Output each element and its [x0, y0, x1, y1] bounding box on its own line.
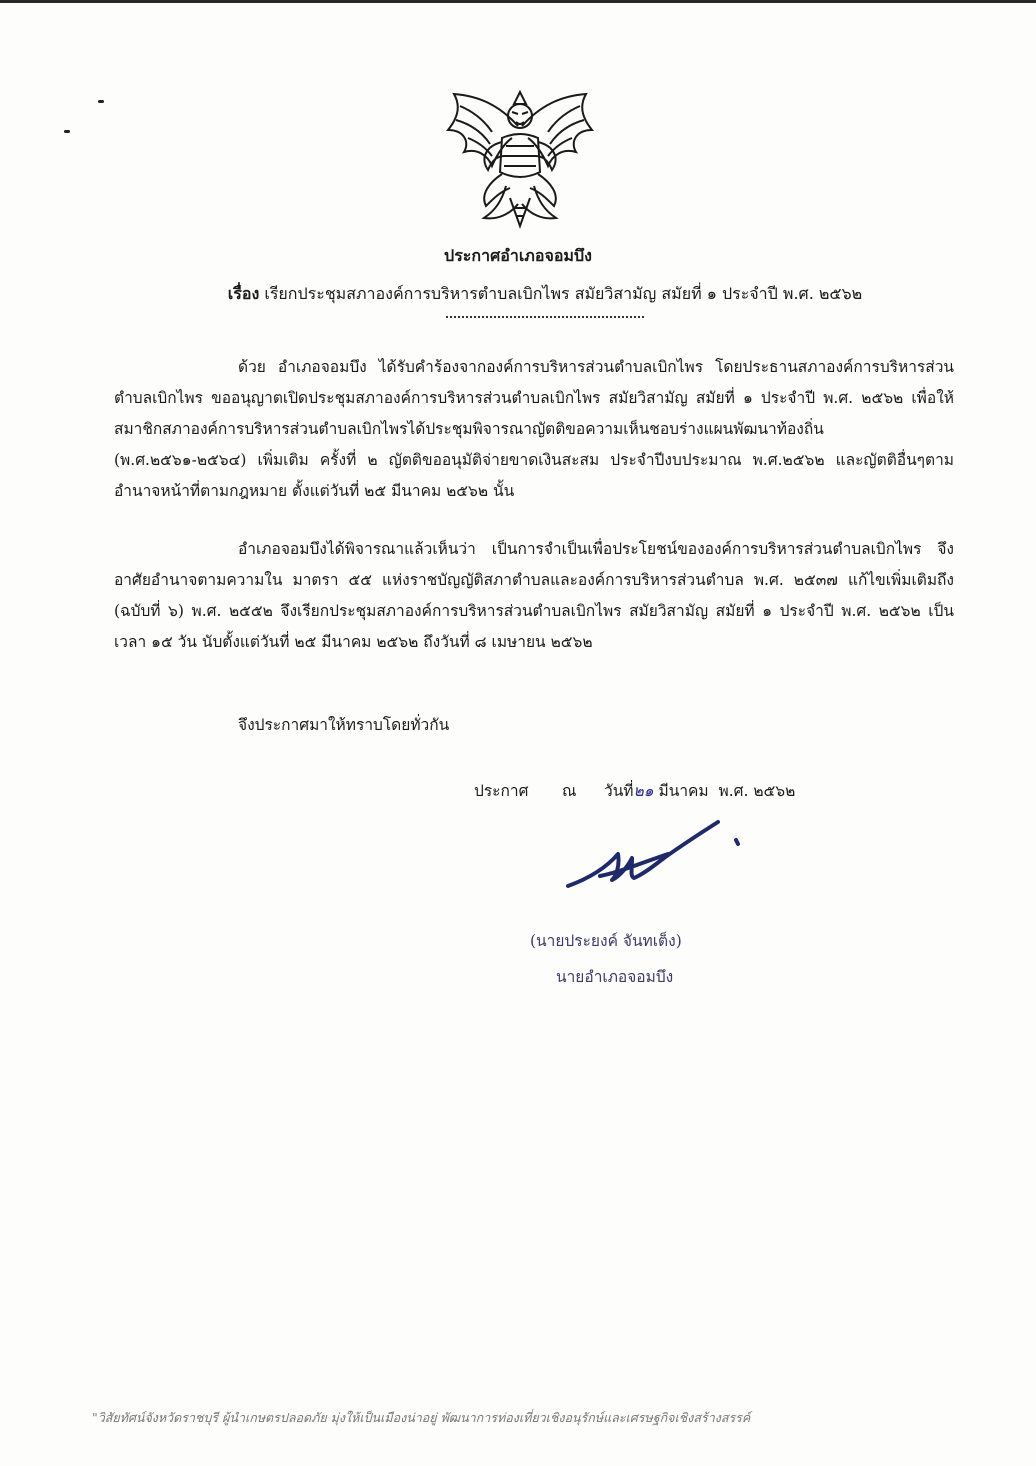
- dotted-separator: [446, 316, 644, 318]
- document-heading: ประกาศอำเภอจอมบึง: [444, 246, 592, 265]
- paragraph-2: อำเภอจอมบึงได้พิจารณาแล้วเห็นว่า เป็นการจำเป็นเพื่อประโยชน์ขององค์การบริหารส่วนตำบลเบิกไพร จึงอาศัยอำนาจตามความใน มาตรา ๕๕ แห่งราชบัญญัติสภาตำบลและองค์การบริหารส่วนตำบล พ.ศ. ๒๕๓๗ แก้ไขเพิ่มเติมถึง (ฉบับที่ ๖) พ.ศ. ๒๕๕๒ จึงเรียกประชุมสภาองค์การบริหารส่วนตำบลเบิกไพร สมัยวิสามัญ สมัยที่ ๑ ประจำปี พ.ศ. ๒๕๖๒ เป็นเวลา ๑๕ วัน นับตั้งแต่วันที่ ๒๕ มีนาคม ๒๕๖๒ ถึงวันที่ ๘ เมษายน ๒๕๖๒: [114, 540, 954, 651]
- document-subject: [100, 282, 990, 307]
- scan-speck: [64, 130, 70, 133]
- announcement-date: [474, 778, 795, 803]
- scan-speck: [98, 100, 104, 103]
- signer-position: นายอำเภอจอมบึง: [556, 968, 674, 986]
- date-day-label: วันที่: [604, 782, 634, 800]
- garuda-emblem-icon: [440, 86, 600, 232]
- subject-text: เรียกประชุมสภาองค์การบริหารตำบลเบิกไพร สมัยวิสามัญ สมัยที่ ๑ ประจำปี พ.ศ. ๒๕๖๒: [264, 284, 863, 303]
- date-prefix: ประกาศ: [474, 782, 529, 800]
- paragraph-1: ด้วย อำเภอจอมบึง ได้รับคำร้องจากองค์การบริหารส่วนตำบลเบิกไพร โดยประธานสภาองค์การบริหารส่วนตำบลเบิกไพร ขออนุญาตเปิดประชุมสภาองค์การบริหารส่วนตำบลเบิกไพร สมัยวิสามัญ สมัยที่ ๑ ประจำปี พ.ศ. ๒๕๖๒ เพื่อให้สมาชิกสภาองค์การบริหารส่วนตำบลเบิกไพรได้ประชุมพิจารณาญัตติขอความเห็นชอบร่างแผนพัฒนาท้องถิ่น (พ.ศ.๒๕๖๑-๒๕๖๔) เพิ่มเติม ครั้งที่ ๒ ญัตติขออนุมัติจ่ายขาดเงินสะสม ประจำปีงบประมาณ พ.ศ.๒๕๖๒ และญัตติอื่นๆตามอำนาจหน้าที่ตามกฎหมาย ตั้งแต่วันที่ ๒๕ มีนาคม ๒๕๖๒ นั้น: [114, 358, 954, 500]
- subject-label: เรื่อง: [227, 284, 260, 303]
- handwritten-signature-icon: [560, 818, 750, 898]
- closing-line: จึงประกาศมาให้ทราบโดยทั่วกัน: [238, 716, 450, 734]
- date-at: ณ: [562, 782, 577, 800]
- scan-edge: [0, 0, 1036, 3]
- footer-vision-statement: "วิสัยทัศน์จังหวัดราชบุรี ผู้นำเกษตรปลอดภัย มุ่งให้เป็นเมืองน่าอยู่ พัฒนาการท่องเที่ยวเชิงอนุรักษ์และเศรษฐกิจเชิงสร้างสรรค์: [92, 1410, 751, 1425]
- date-month: มีนาคม: [658, 782, 709, 800]
- signer-name: (นายประยงค์ จันทเต็ง): [530, 932, 682, 950]
- date-year: พ.ศ. ๒๕๖๒: [718, 782, 796, 800]
- date-day: ๒๑: [633, 782, 654, 800]
